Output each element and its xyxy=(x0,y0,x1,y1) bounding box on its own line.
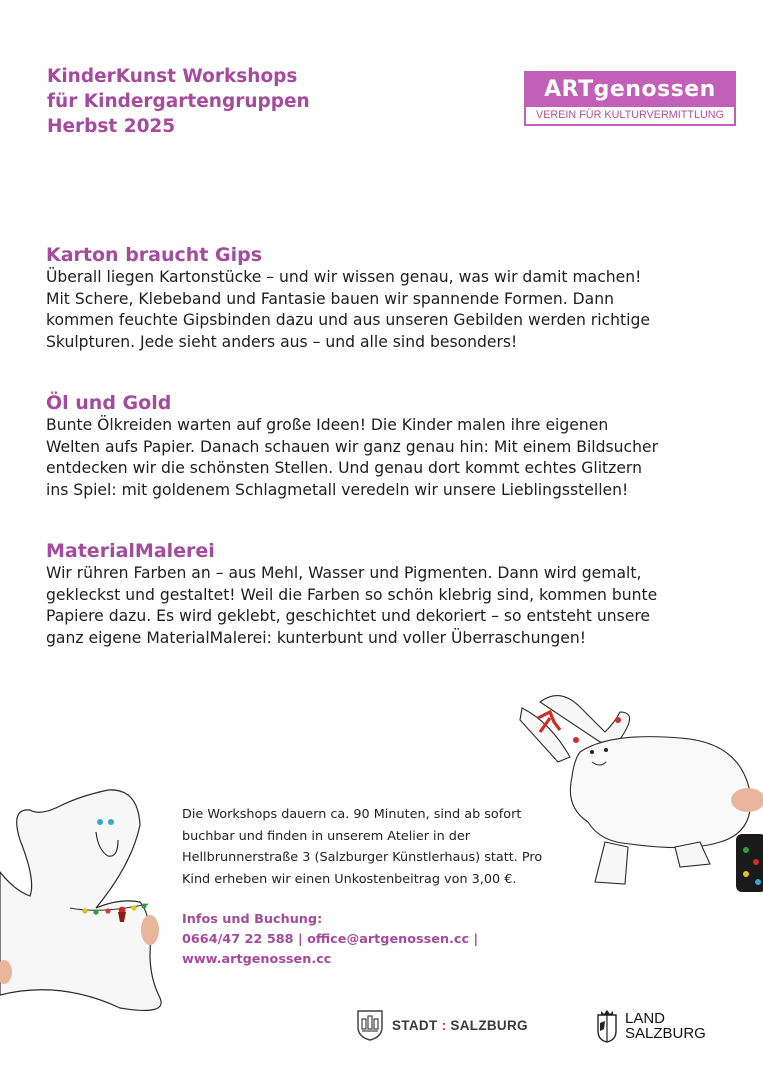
land-line: SALZBURG xyxy=(625,1025,706,1042)
artgenossen-logo xyxy=(524,71,736,126)
text-line: Mit Schere, Klebeband und Fantasie bauen wir spannende Formen. Dann xyxy=(46,289,614,308)
info-line: Hellbrunnerstraße 3 (Salzburger Künstlerhaus) statt. Pro xyxy=(182,850,543,865)
booking-info xyxy=(182,910,622,970)
city-crest-icon xyxy=(356,1009,384,1041)
title-line: KinderKunst Workshops xyxy=(47,66,298,87)
workshop-info xyxy=(182,804,602,890)
stadt-city: SALZBURG xyxy=(450,1017,528,1033)
text-line: ganz eigene MaterialMalerei: kunterbunt und voller Überraschungen! xyxy=(46,628,586,647)
text-line: Wir rühren Farben an – aus Mehl, Wasser und Pigmenten. Dann wird gemalt, xyxy=(46,564,642,582)
section-heading: Öl und Gold xyxy=(46,392,172,414)
logo-tagline: VEREIN FÜR KULTURVERMITTLUNG xyxy=(536,109,724,121)
logo-wordmark: ARTgenossen xyxy=(526,73,734,107)
section-heading: Karton braucht Gips xyxy=(46,244,263,266)
section-heading: MaterialMalerei xyxy=(46,540,215,562)
text-line: ins Spiel: mit goldenem Schlagmetall veredeln wir unsere Lieblingsstellen! xyxy=(46,480,629,499)
ghost-sculpture-image xyxy=(0,780,170,1020)
text-line: Welten aufs Papier. Danach schauen wir ganz genau hin: Mit einem Bildsucher xyxy=(46,437,658,456)
info-line: buchbar und finden in unserem Atelier in der xyxy=(182,828,471,844)
state-crest-icon xyxy=(597,1009,617,1043)
booking-website-link[interactable]: www.artgenossen.cc xyxy=(182,952,332,967)
section-text xyxy=(46,267,746,353)
workshop-section-karton xyxy=(46,243,746,353)
info-line: Kind erheben wir einen Unkostenbeitrag von 3,00 €. xyxy=(182,871,517,887)
section-text xyxy=(46,415,746,501)
workshop-section-materialmalerei xyxy=(46,539,746,649)
stadt-salzburg-logo xyxy=(356,1008,528,1042)
text-line: Überall liegen Kartonstücke – und wir wissen genau, was wir damit machen! xyxy=(46,268,642,286)
stadt-wordmark: STADT : SALZBURG xyxy=(392,1017,528,1033)
info-line: Die Workshops dauern ca. 90 Minuten, sind ab sofort xyxy=(182,807,522,822)
text-line: entdecken wir die schönsten Stellen. Und genau dort kommt echtes Glitzern xyxy=(46,459,642,477)
land-wordmark xyxy=(625,1011,706,1041)
land-salzburg-logo xyxy=(597,1008,706,1044)
text-line: kommen feuchte Gipsbinden dazu und aus unseren Gebilden werden richtige xyxy=(46,311,650,329)
title-line: für Kindergartengruppen xyxy=(47,91,310,112)
text-line: Bunte Ölkreiden warten auf große Ideen! Die Kinder malen ihre eigenen xyxy=(46,416,609,434)
text-line: Skulpturen. Jede sieht anders aus – und alle sind besonders! xyxy=(46,332,518,351)
text-line: Papiere dazu. Es wird geklebt, geschichtet und dekoriert – so entsteht unsere xyxy=(46,607,651,625)
page-title xyxy=(47,64,310,139)
section-text xyxy=(46,563,746,649)
title-line: Herbst 2025 xyxy=(47,116,176,137)
text-line: gekleckst und gestaltet! Weil die Farben so schön klebrig sind, kommen bunte xyxy=(46,585,658,604)
booking-contact[interactable]: 0664/47 22 588 | office@artgenossen.cc | xyxy=(182,932,479,947)
stadt-label: STADT xyxy=(392,1017,438,1033)
land-line: LAND xyxy=(625,1010,666,1027)
workshop-section-oel xyxy=(46,391,746,501)
booking-heading: Infos und Buchung: xyxy=(182,912,323,927)
